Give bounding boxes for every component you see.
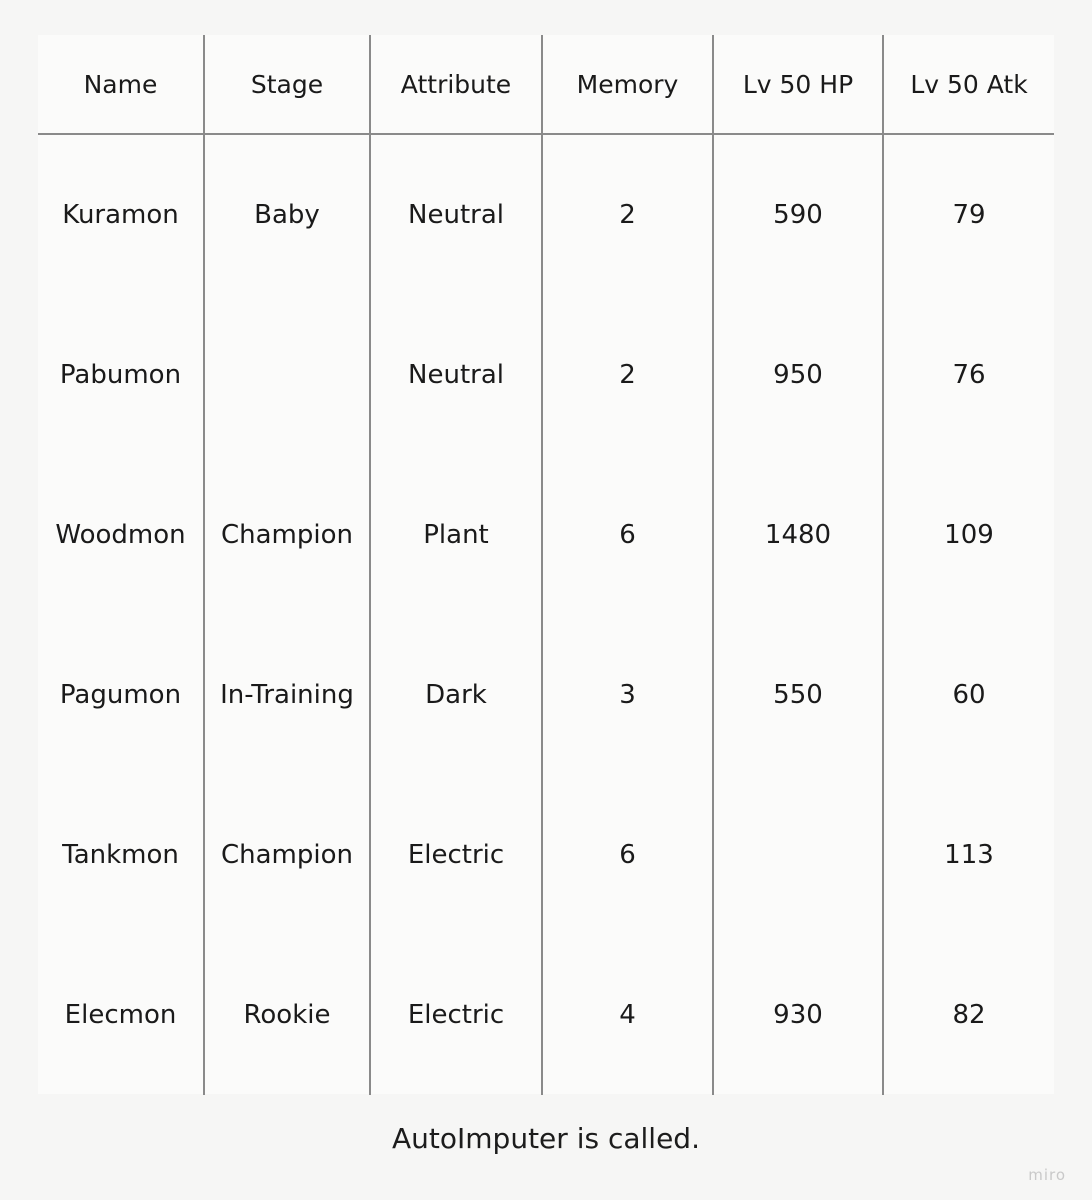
cell-lv50-hp [713, 775, 883, 935]
cell-lv50-hp: 930 [713, 935, 883, 1095]
cell-memory: 6 [542, 455, 713, 615]
header-attribute: Attribute [370, 35, 542, 134]
cell-stage: Baby [204, 134, 370, 295]
cell-name: Elecmon [64, 1000, 177, 1030]
cell-lv50-hp: 590 [713, 134, 883, 295]
table-row [38, 134, 1054, 295]
cell-lv50-atk: 82 [883, 935, 1054, 1095]
cell-name: Kuramon [62, 200, 179, 230]
table-row [38, 615, 1054, 775]
table-row [38, 935, 1054, 1095]
cell-lv50-hp: 950 [713, 295, 883, 455]
cell-attribute: Neutral [370, 134, 542, 295]
cell-memory: 6 [542, 775, 713, 935]
cell-name: Pagumon [59, 680, 182, 710]
cell-name: Woodmon [55, 520, 186, 550]
digimon-stats-table [38, 35, 1054, 1095]
cell-memory: 2 [542, 134, 713, 295]
cell-stage: Champion [204, 455, 370, 615]
header-name: Name [38, 35, 204, 134]
header-row [38, 35, 1054, 134]
cell-lv50-atk: 76 [883, 295, 1054, 455]
cell-stage: Champion [204, 775, 370, 935]
cell-stage [204, 295, 370, 455]
table-header [38, 35, 1054, 134]
cell-lv50-atk: 109 [883, 455, 1054, 615]
cell-attribute: Electric [370, 935, 542, 1095]
cell-name: Tankmon [62, 840, 179, 870]
table-body [38, 134, 1054, 1095]
table-row [38, 775, 1054, 935]
cell-memory: 2 [542, 295, 713, 455]
cell-attribute: Plant [370, 455, 542, 615]
header-lv50-atk: Lv 50 Atk [883, 35, 1054, 134]
cell-attribute: Electric [370, 775, 542, 935]
header-memory: Memory [542, 35, 713, 134]
cell-lv50-hp: 550 [713, 615, 883, 775]
table-caption: AutoImputer is called. [392, 1122, 700, 1155]
cell-attribute: Neutral [370, 295, 542, 455]
cell-name: Pabumon [59, 360, 182, 390]
table-row [38, 455, 1054, 615]
header-stage: Stage [204, 35, 370, 134]
header-lv50-hp: Lv 50 HP [713, 35, 883, 134]
cell-lv50-atk: 113 [883, 775, 1054, 935]
table-row [38, 295, 1054, 455]
digimon-stats-table-container [38, 35, 1054, 1094]
cell-attribute: Dark [370, 615, 542, 775]
cell-lv50-hp: 1480 [713, 455, 883, 615]
cell-stage: In-Training [204, 615, 370, 775]
cell-memory: 3 [542, 615, 713, 775]
cell-lv50-atk: 79 [883, 134, 1054, 295]
cell-memory: 4 [542, 935, 713, 1095]
cell-lv50-atk: 60 [883, 615, 1054, 775]
miro-watermark: miro [1028, 1166, 1066, 1184]
cell-stage: Rookie [204, 935, 370, 1095]
